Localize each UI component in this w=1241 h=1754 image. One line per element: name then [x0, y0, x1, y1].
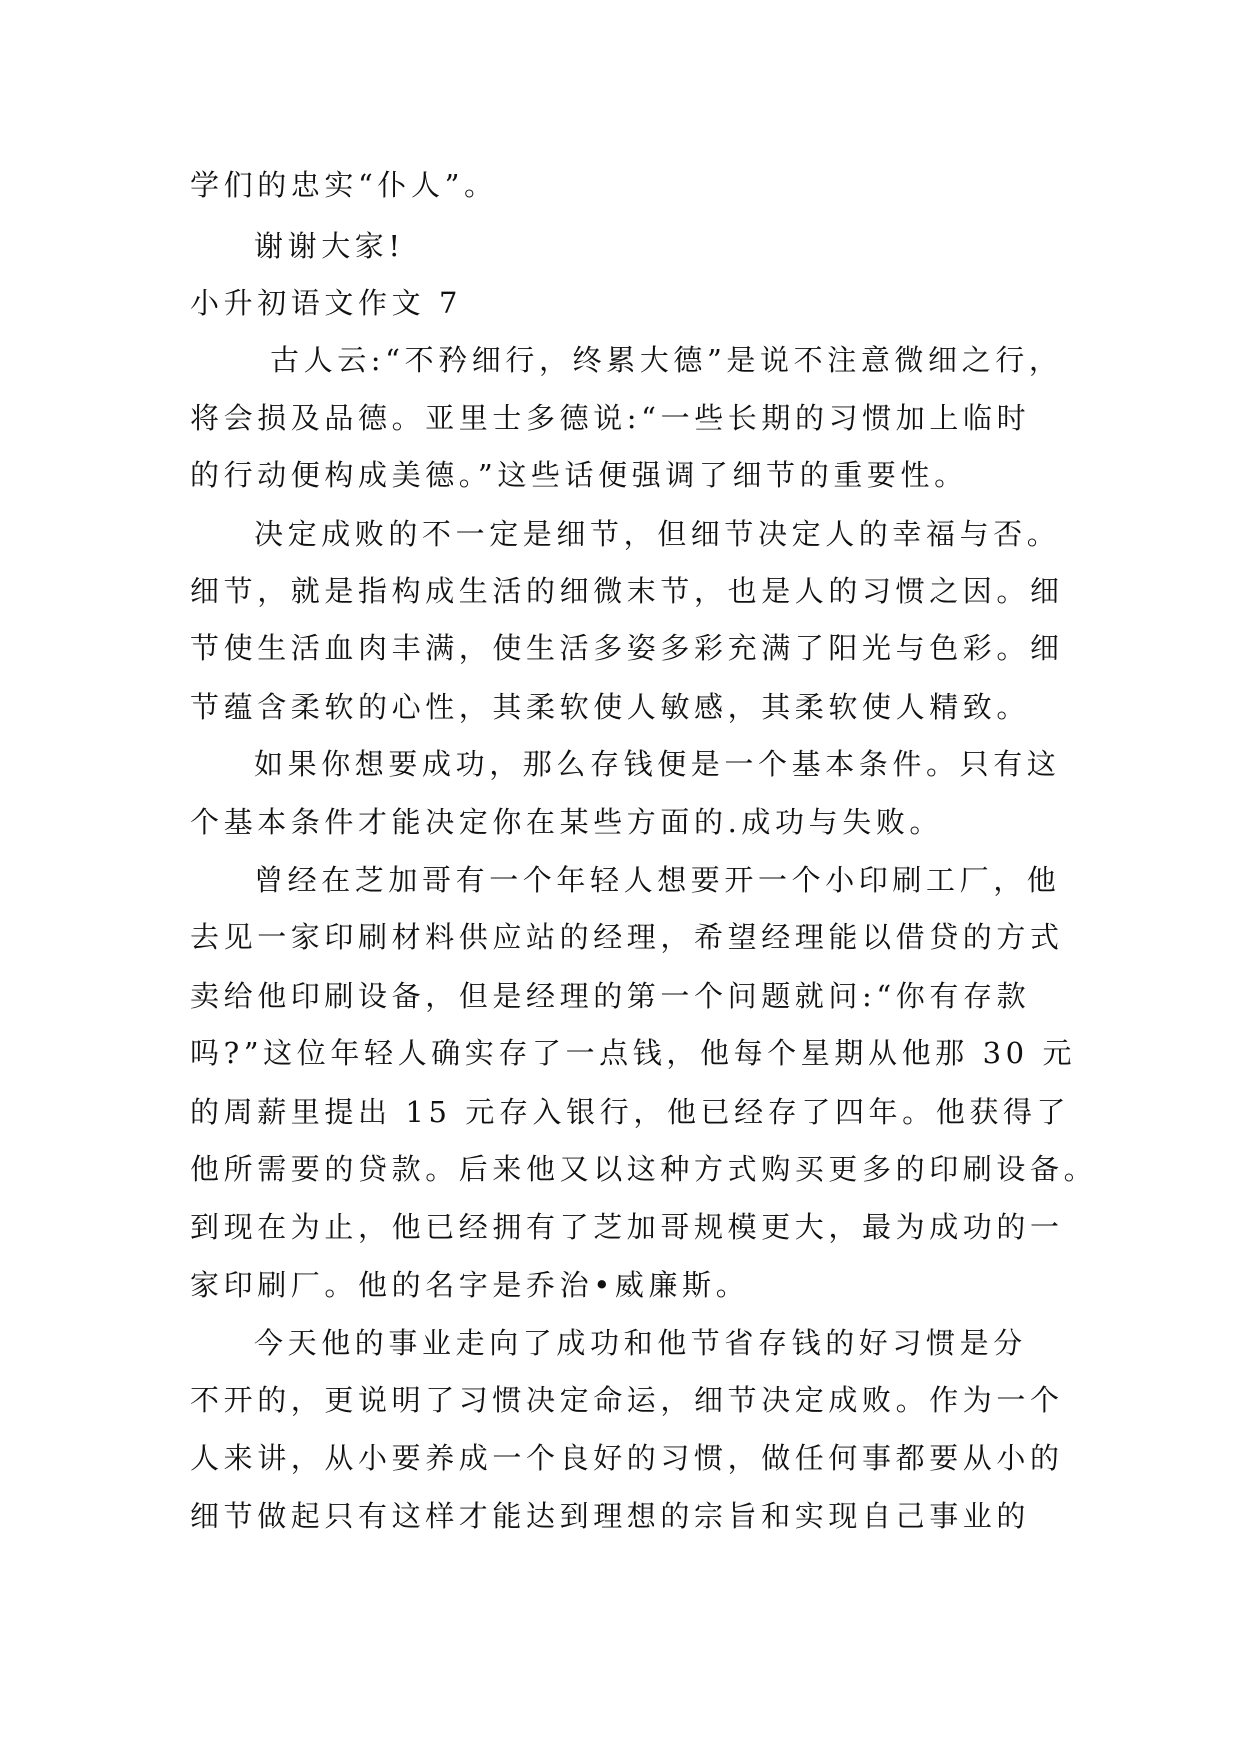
text-line: 学们的忠实“仆人”。: [190, 168, 498, 202]
text-line: 今天他的事业走向了成功和他节省存钱的好习惯是分: [254, 1326, 1027, 1360]
text-line: 古人云:“不矜细行，终累大德”是说不注意微细之行，: [270, 343, 1063, 377]
text-line: 卖给他印刷设备，但是经理的第一个问题就问:“你有存款: [190, 979, 1031, 1013]
text-line: 细节做起只有这样才能达到理想的宗旨和实现自己事业的: [190, 1499, 1031, 1533]
text-line: 如果你想要成功，那么存钱便是一个基本条件。只有这: [254, 747, 1061, 781]
text-line: 谢谢大家!: [254, 229, 405, 263]
text-line: 的周薪里提出 15 元存入银行，他已经存了四年。他获得了: [190, 1095, 1071, 1129]
text-line: 的行动便构成美德。”这些话便强调了细节的重要性。: [190, 458, 968, 492]
text-line: 将会损及品德。亚里士多德说:“一些长期的习惯加上临时: [190, 401, 1031, 435]
text-line: 到现在为止，他已经拥有了芝加哥规模更大，最为成功的一: [190, 1210, 1064, 1244]
text-line: 节蕴含柔软的心性，其柔软使人敏感，其柔软使人精致。: [190, 690, 1031, 724]
text-line: 他所需要的贷款。后来他又以这种方式购买更多的印刷设备。: [190, 1152, 1098, 1186]
text-line: 去见一家印刷材料供应站的经理，希望经理能以借贷的方式: [190, 920, 1064, 954]
text-line: 个基本条件才能决定你在某些方面的.成功与失败。: [190, 805, 944, 839]
text-line: 家印刷厂。他的名字是乔治•威廉斯。: [190, 1268, 750, 1302]
text-line: 曾经在芝加哥有一个年轻人想要开一个小印刷工厂，他: [254, 863, 1061, 897]
text-line: 人来讲，从小要养成一个良好的习惯，做任何事都要从小的: [190, 1441, 1064, 1475]
section-heading: 小升初语文作文 7: [190, 286, 463, 320]
text-line: 吗?”这位年轻人确实存了一点钱，他每个星期从他那 30 元: [190, 1036, 1077, 1070]
text-line: 决定成败的不一定是细节，但细节决定人的幸福与否。: [254, 517, 1061, 551]
text-line: 不开的，更说明了习惯决定命运，细节决定成败。作为一个: [190, 1383, 1064, 1417]
text-line: 细节，就是指构成生活的细微末节，也是人的习惯之因。细: [190, 574, 1064, 608]
text-line: 节使生活血肉丰满，使生活多姿多彩充满了阳光与色彩。细: [190, 631, 1064, 665]
